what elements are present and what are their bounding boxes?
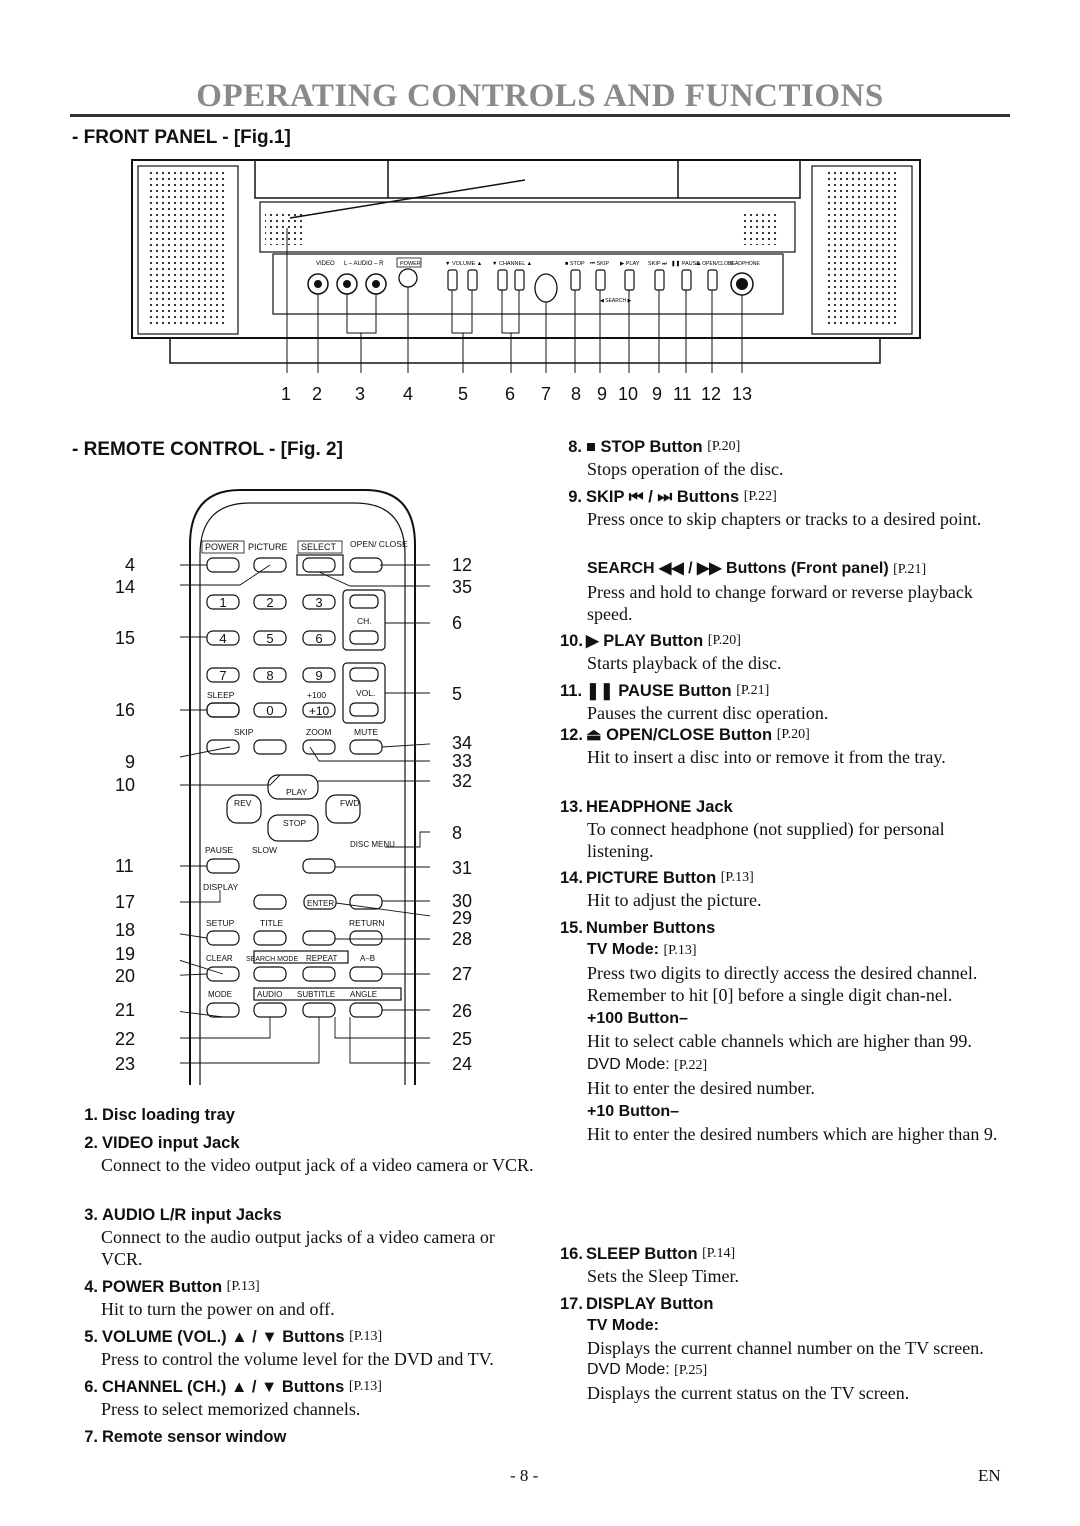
item-9-search-desc: Press and hold to change forward or reverse playback speed. [587,582,973,624]
item-4-ref: [P.13] [226,1279,260,1294]
remote-angle-button[interactable] [350,1003,382,1017]
item-15-p100-desc: Hit to select cable channels which are higher than 99. [587,1031,972,1051]
item-17-title: DISPLAY Button [586,1295,714,1313]
remote-display-label: DISPLAY [203,882,239,892]
item-17-tv-label: TV Mode: [587,1317,659,1334]
callout-11: 11 [673,384,692,404]
item-15-tv-ref: [P.13] [663,943,697,958]
panel-channel-label: ▼ CHANNEL ▲ [492,261,533,267]
rc-right-26: 26 [452,1001,473,1021]
rc-left-10: 10 [115,775,136,795]
skip-fwd-button[interactable] [655,270,664,290]
rc-right-35: 35 [452,577,473,597]
rc-left-14: 14 [115,577,136,597]
item-3-title: AUDIO L/R input Jacks [102,1206,282,1224]
item-13-title: HEADPHONE Jack [586,798,733,816]
remote-mute-label: MUTE [354,727,379,737]
panel-play-label: ▶ PLAY [620,261,640,267]
remote-sensor-window [535,274,557,302]
item-17-tv-desc: Displays the current channel number on the TV screen. [587,1338,984,1358]
rc-left-22: 22 [115,1029,136,1049]
remote-rev-label: REV [234,798,252,808]
page-title: OPERATING CONTROLS AND FUNCTIONS [196,78,884,114]
remote-plus10[interactable]: +10 [308,704,330,718]
item-15-num: 15. [560,919,583,937]
audio-left-jack[interactable] [337,274,357,294]
remote-subtitle-label: SUBTITLE [297,990,336,999]
item-6-num: 6. [84,1378,98,1396]
panel-audio-label: L – AUDIO – R [344,261,384,267]
panel-video-label: VIDEO [316,261,335,267]
item-13-desc: To connect headphone (not supplied) for personal listening. [587,819,945,861]
item-8-ref: [P.20] [707,439,741,454]
language-code: EN [978,1466,1001,1485]
callout-5: 5 [458,384,469,404]
remote-pause-button[interactable] [207,859,239,873]
remote-skip-label: SKIP [234,727,254,737]
rc-left-17: 17 [115,892,136,912]
item-4-title: POWER Button [102,1278,223,1296]
item-15-title: Number Buttons [586,919,716,937]
item-9-search-title: SEARCH ◀◀ / ▶▶ Buttons (Front panel) [587,560,889,577]
remote-power-label: POWER [205,542,240,552]
page-number: - 8 - [510,1466,539,1485]
remote-sleep-button[interactable] [207,703,239,717]
item-9-title: SKIP ⏮ / ⏭ Buttons [586,488,740,506]
rc-left-18: 18 [115,920,136,940]
volume-up-button[interactable] [468,270,477,290]
item-12-num: 12. [560,726,583,744]
remote-open-close-label: OPEN/ CLOSE [350,539,408,549]
rc-right-27: 27 [452,964,473,984]
remote-fwd-label: FWD [340,798,360,808]
rc-left-19: 19 [115,944,136,964]
item-16-ref: [P.14] [702,1246,736,1261]
rc-right-24: 24 [452,1054,473,1074]
item-8-desc: Stops operation of the disc. [587,459,784,479]
remote-digit-0[interactable]: 0 [266,703,274,718]
remote-setup-button[interactable] [207,931,239,945]
remote-skip-back-button[interactable] [207,740,239,754]
item-11-num: 11. [560,682,583,700]
power-button[interactable] [399,269,417,287]
rc-right-29: 29 [452,908,473,928]
item-14-num: 14. [560,869,583,887]
remote-pause-label: PAUSE [205,845,234,855]
audio-right-jack[interactable] [366,274,386,294]
item-9 [560,486,1010,530]
item-16-desc: Sets the Sleep Timer. [587,1266,740,1286]
item-4-num: 4. [84,1278,98,1296]
remote-ab-label: A–B [360,954,376,963]
item-15-p100-label: +100 Button– [587,1010,688,1027]
callout-7: 7 [541,384,552,404]
title-rule [70,114,1010,117]
open-close-button[interactable] [708,270,717,290]
item-2-desc: Connect to the video output jack of a video camera or VCR. [101,1155,534,1175]
item-1 [80,1104,540,1126]
remote-digit-9[interactable]: 9 [315,668,323,683]
remote-return-button[interactable] [350,931,382,945]
video-jack[interactable] [308,274,328,294]
item-13 [560,796,1010,862]
channel-down-button[interactable] [498,270,507,290]
remote-subtitle-button[interactable] [303,1003,335,1017]
item-14-title: PICTURE Button [586,869,717,887]
item-9-num: 9. [568,488,582,506]
callout-6: 6 [505,384,516,404]
rc-left-23: 23 [115,1054,136,1074]
item-14 [560,867,1010,911]
rc-right-12: 12 [452,555,473,575]
callout-12: 12 [701,384,722,404]
item-6-ref: [P.13] [348,1379,382,1394]
remote-plus100-label: +100 [307,690,327,700]
remote-sleep-label: SLEEP [207,690,235,700]
item-10-desc: Starts playback of the disc. [587,653,782,673]
panel-open-close-label: ⏏ OPEN/CLOSE [696,261,735,267]
item-16-num: 16. [560,1245,583,1263]
item-17 [560,1293,1010,1404]
remote-title-button[interactable] [254,931,286,945]
rc-right-8: 8 [452,823,463,843]
item-14-ref: [P.13] [720,870,754,885]
remote-audio-label: AUDIO [257,990,283,999]
remote-stop-label: STOP [283,818,306,828]
remote-digit-7[interactable]: 7 [219,668,227,683]
rc-left-21: 21 [115,1000,136,1020]
callout-4: 4 [403,384,414,404]
item-17-dvd-ref: [P.25] [674,1363,708,1378]
remote-ab-button[interactable] [350,967,382,981]
item-16-title: SLEEP Button [586,1245,698,1263]
item-15-tv-desc2: Remember to hit [0] before a single digit chan-nel. [587,985,953,1005]
item-1-num: 1. [84,1106,98,1124]
item-1-title: Disc loading tray [102,1106,235,1124]
item-2-title: VIDEO input Jack [102,1134,240,1152]
item-15-p10-label: +10 Button– [587,1103,680,1120]
callout-3: 3 [355,384,366,404]
item-10 [560,630,1010,674]
rc-right-32: 32 [452,771,473,791]
remote-digit-8[interactable]: 8 [266,668,274,683]
item-8 [560,436,1010,480]
skip-back-button[interactable] [596,270,605,290]
remote-digit-5[interactable]: 5 [266,631,274,646]
item-3 [80,1204,540,1270]
rc-right-25: 25 [452,1029,473,1049]
panel-headphone-label: HEADPHONE [728,261,760,267]
remote-left-button[interactable] [254,895,286,909]
item-2 [80,1132,540,1176]
item-2-num: 2. [84,1134,98,1152]
item-7-title: Remote sensor window [102,1428,287,1446]
front-panel-figure [130,158,925,373]
item-6-title: CHANNEL (CH.) ▲ / ▼ Buttons [102,1378,345,1396]
item-10-title: ▶ PLAY Button [586,632,704,650]
panel-skip-back-label: ⏮ SKIP [590,261,610,267]
channel-up-button[interactable] [515,270,524,290]
item-17-num: 17. [560,1295,583,1313]
item-15-dvd-label: DVD Mode: [587,1056,670,1073]
remote-select-button[interactable] [303,558,335,572]
rc-right-33: 33 [452,751,473,771]
remote-search-mode-button[interactable] [254,967,286,981]
remote-heading: - REMOTE CONTROL - [Fig. 2] [72,439,343,460]
item-9-desc: Press once to skip chapters or tracks to a desired point. [587,509,982,529]
headphone-jack[interactable] [731,273,753,295]
callout-2: 2 [312,384,323,404]
rc-right-28: 28 [452,929,473,949]
rc-left-11: 11 [115,856,134,876]
item-4-desc: Hit to turn the power on and off. [101,1299,335,1319]
callout-1: 1 [281,384,292,404]
remote-repeat-label: REPEAT [306,954,338,963]
item-15-dvd-desc: Hit to enter the desired number. [587,1078,815,1098]
item-9-search [587,558,1010,625]
callout-9a: 9 [597,384,608,404]
item-9-ref: [P.22] [743,489,777,504]
stop-button[interactable] [571,270,580,290]
item-12-desc: Hit to insert a disc into or remove it from the tray. [587,747,946,767]
item-3-desc: Connect to the audio output jacks of a video camera or VCR. [101,1227,495,1269]
item-11-title: ❚❚ PAUSE Button [586,682,732,700]
rc-left-16: 16 [115,700,136,720]
remote-digit-6[interactable]: 6 [315,631,323,646]
remote-setup-label: SETUP [206,918,235,928]
item-10-ref: [P.20] [707,633,741,648]
item-15-tv-label: TV Mode: [587,941,659,958]
panel-stop-label: ■ STOP [565,261,585,267]
item-12-title: ⏏ OPEN/CLOSE Button [586,726,773,744]
remote-figure [180,485,430,1090]
rc-right-34: 34 [452,733,473,753]
remote-open-close-button[interactable] [350,558,382,572]
volume-down-button[interactable] [448,270,457,290]
item-5-ref: [P.13] [349,1329,383,1344]
rc-left-15: 15 [115,628,136,648]
item-4 [80,1276,540,1320]
rc-left-9: 9 [125,752,136,772]
remote-down-button[interactable] [303,931,335,945]
item-13-num: 13. [560,798,583,816]
rc-right-5: 5 [452,684,463,704]
item-5-desc: Press to control the volume level for the DVD and TV. [101,1349,494,1369]
remote-clear-label: CLEAR [206,954,233,963]
item-6-desc: Press to select memorized channels. [101,1399,361,1419]
rc-right-6: 6 [452,613,463,633]
item-11 [560,680,1010,724]
item-16 [560,1243,1010,1287]
remote-up-button[interactable] [303,859,335,873]
item-5-num: 5. [84,1328,98,1346]
front-panel-heading: - FRONT PANEL - [Fig.1] [72,127,291,148]
remote-power-button[interactable] [207,558,239,572]
remote-angle-label: ANGLE [350,990,378,999]
panel-pause-label: ❚❚ PAUSE [671,261,700,267]
remote-disc-menu-label: DISC MENU [350,840,395,849]
rc-left-20: 20 [115,966,136,986]
remote-slow-label: SLOW [252,845,278,855]
item-5 [80,1326,540,1370]
remote-digit-1[interactable]: 1 [219,595,227,610]
panel-power-label: POWER [400,261,421,267]
remote-skip-fwd-button[interactable] [254,740,286,754]
remote-zoom-button[interactable] [303,740,335,754]
item-7 [80,1426,540,1448]
rc-right-31: 31 [452,858,473,878]
remote-vol-label: VOL. [356,688,376,698]
item-15-p10-desc: Hit to enter the desired numbers which are higher than 9. [587,1124,998,1144]
remote-audio-button[interactable] [254,1003,286,1017]
callout-9b: 9 [652,384,663,404]
item-9-search-ref: [P.21] [893,562,927,577]
remote-digit-4[interactable]: 4 [219,631,227,646]
panel-skip-fwd-label: SKIP ⏭ [648,261,667,267]
remote-mode-label: MODE [208,990,232,999]
remote-select-label: SELECT [301,542,337,552]
item-11-ref: [P.21] [736,683,770,698]
item-11-desc: Pauses the current disc operation. [587,703,829,723]
item-17-dvd-label: DVD Mode: [587,1361,670,1378]
remote-search-mode-label: SEARCH MODE [246,956,299,963]
remote-mute-button[interactable] [350,740,382,754]
remote-title-label: TITLE [260,918,284,928]
item-12-ref: [P.20] [776,727,810,742]
remote-play-label: PLAY [286,787,308,797]
item-8-title: ■ STOP Button [586,438,703,456]
remote-repeat-button[interactable] [303,967,335,981]
panel-search-label: ◀ SEARCH ▶ [600,298,632,304]
remote-zoom-label: ZOOM [306,727,332,737]
pause-button[interactable] [682,270,691,290]
remote-digit-2[interactable]: 2 [266,595,274,610]
remote-enter-label: ENTER [307,899,335,908]
item-6 [80,1376,540,1420]
item-10-num: 10. [560,632,583,650]
callout-10: 10 [618,384,639,404]
item-12 [560,724,1010,768]
item-3-num: 3. [84,1206,98,1224]
remote-ch-label: CH. [357,616,372,626]
callout-8: 8 [571,384,582,404]
panel-volume-label: ▼ VOLUME ▲ [445,261,483,267]
item-8-num: 8. [568,438,582,456]
remote-picture-label: PICTURE [248,542,288,552]
item-14-desc: Hit to adjust the picture. [587,890,762,910]
remote-digit-3[interactable]: 3 [315,595,323,610]
remote-return-label: RETURN [349,918,385,928]
remote-mode-button[interactable] [207,1003,239,1017]
item-15-dvd-ref: [P.22] [674,1058,708,1073]
play-button[interactable] [625,270,634,290]
rc-right-30: 30 [452,891,473,911]
item-5-title: VOLUME (VOL.) ▲ / ▼ Buttons [102,1328,345,1346]
item-17-dvd-desc: Displays the current status on the TV screen. [587,1383,910,1403]
callout-13: 13 [732,384,753,404]
item-15 [560,917,1010,1145]
item-15-tv-desc: Press two digits to directly access the desired channel. [587,963,978,983]
rc-left-4: 4 [125,555,136,575]
item-7-num: 7. [84,1428,98,1446]
